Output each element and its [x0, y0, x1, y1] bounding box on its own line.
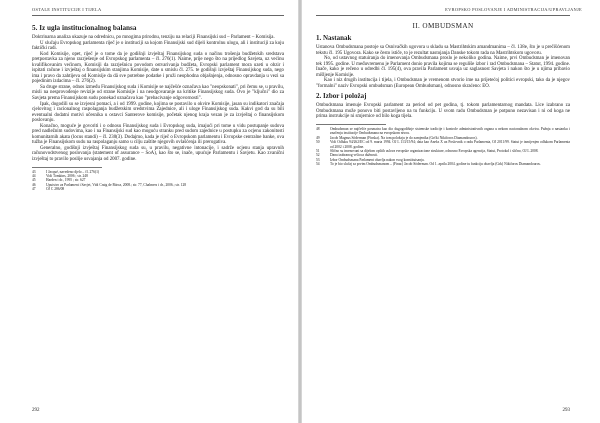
paragraph: Konačno, moguće je govoriti i o odnosu Finansijskog suda i Evropskog suda, imajući pri tome u vidu postupanje sudova pred nadležnim sudovima, kao i na Finansijski sud kao moguću stranku pred sudom zajednice u postupku za ocjenu zakonitosti komunitarnih akata (locus standi) – čl. 230(3). Dodajmo, kada je riječ o Evropskom parlamentu i Evropske centralne banke, ova tužba je Finansijskom sudu na raspolaganju samo u cilju zaštite njegovih ovlašćenja ili prerogativa. — [32, 123, 284, 146]
chapter-title: II. OMBUDSMAN — [412, 22, 474, 30]
left-content — [32, 22, 284, 192]
footnote: 52 Dana izabranog vršioca dužnosti. — [316, 153, 378, 158]
section-heading: 1. Nastanak — [316, 34, 352, 42]
footnote: 54 To je bio slučaj sa prvim Ombudsmanom – (Finac) Jacob Söderman. Od 1. aprila 2004. godine tu funkciju obavlja (Grk) Nikiforos Diamandouros. — [316, 162, 541, 167]
paragraph: Doktrinarna analiza ukazuje na odrednicu, po mnogima prirodnu, tenziju na relaciji Finansijski sud – Parlament – Komisija. — [32, 35, 275, 40]
footnote: 50 Vidi Odluku 94/262/EC od 9. marta 1994. OJ L 113/15/94; data kao Aneks X uz Poslovnik o radu Parlamenta, OJ 2011/99. Statut je izmijenjen odlukom Parlamenta od 2002 i 2008. godine. — [316, 140, 570, 149]
section-title: 5. Iz ugla institucionalnog balansa — [32, 24, 137, 32]
footnote: 51 Slično su imenovani sa dijelom opštih uslova evropske organizacione strukture, odnosno Evropska agencija, Statut, Protokol i slično, OJ L 2008. — [316, 149, 539, 154]
page-number: 292 — [32, 408, 40, 413]
page-number: 293 — [562, 408, 570, 413]
right-page — [302, 0, 600, 423]
footnote: 46 Uputstvo za Parlament i Savjet, Vidi Craig de Búrca, 2008.; str. 77, Chalmers i dr., 2006.; str. 128 — [32, 182, 187, 187]
header-rule-right — [316, 15, 570, 16]
paragraph: Sa druge strane, odnos između Finansijskog suda i Komisije se najčešće označava kao "neopskonati", pri čemu se, u pravilu, misli na nesprovođenje revizije od strane Komisije i na neodgovaranje na kritike Finansijskog suda. Ovo je "ključni" dio za Savjeta prema Finansijskom sudu ponekad označava kao "prebacivanje odgovornosti". — [32, 84, 284, 102]
running-head-left: OSTALE INSTITUCIJE I TIJELA — [32, 7, 102, 12]
footnote: 43 I Jacqué, navedeno djelo – čl. 276(1) — [32, 169, 100, 174]
footnote-rule — [316, 124, 386, 125]
paragraph: Ipak, dogodili su se izvjesni pomaci, a i od 1999. godine, kojima se postavilo u okvire Komisije, jasan su indikatori značaja cjelovitog i racionalnog raspolaganja budžetskim sredstvima Zajednice, ali i uloge Finansijskog suda. Kakvi god da su bili eventualni dodatni motivi učesnika u ostavci Santerove komisije, početak njenog kraja vezan je za izvještaj o finansijskom poslovanju. — [32, 101, 284, 124]
paragraph: Ombudsmana imenuje Evropski parlament za period od pet godina, tj. tokom parlamentarnog mandata. Lice izabrano za Ombudsmana može ponovo biti postavljeno na tu funkciju. U svom radu Ombudsman je potpuno nezavisan i ni od koga ne prima instrukcije ni smjernice od bilo koga tijela. — [316, 103, 570, 120]
right-content — [316, 22, 570, 167]
footnote: 48 Ombudsman se najčešće posmatra kao dio dugogodišnje sistemske tradicije i kontrole administrativnih organa u nekom nacionalnom okviru. Pažnja o nastanku i značenju institucije Ombudsmana na evropskom nivou. — [316, 127, 570, 136]
footnote: 47 OJ C 286/08 — [32, 187, 65, 192]
paragraph: No, od ustavnog statuiranja do imenovanja Ombudsmana proslo je nekoliko godina. Naime, prvi Ombudsman je imenovan tek 1995. godine. U međuvremenu je Parlament donio pravila kojima se reguliše izbor i rad Ombudsmana – Statut, 1994. godine. Inače, kako je rečeno u odredbi čl. 195(4), ova pravila Parlament usvaja uz saglasnost Savjeta i nakon što je u njima pribavio mišljenje Komisije. — [316, 56, 570, 78]
paragraph: Ustanova Ombudsmana postoje sa Osnivačkih ugovora u skladu sa Mastrihtskim amandmanima – čl. 138e, što je u prečišćenom tekstu čl. 195 Ugovora. Kako se često ističe, to je rezultat nastojanja Danske tokom rada na Mastrihtskom ugovoru. — [316, 45, 570, 56]
footnote: 53 Izbor Ombudsmana Parlament obavlja nakon svog konstituisanja. — [316, 157, 425, 162]
paragraph: Kod Komisije, opet, riječ je o tome da je godišnji izvještaj Finansijskog suda o načinu trošenja budžetskih sredstava pretpostavka za njeno razrješenje od Evropskog parlamenta – čl. 276(1). Naime, prije nego što na prijedlog Savjeta, uz većinu kvalifikovanim većinom, Komisiji da razrješnicu povodom ostvarivanja budžeta, Evropski parlament mora uzeti u obzir i ispitati račune i izvještaj o finansijskim stanjima Komisije, date u smislu čl. 275. te godišnji izvještaj Finansijskog suda, nego ima i pravo da zahtijeva od Komisije da dâ sve potrebne podatke i pruži neophodna objašnjenja, odnosno opravdanja u vezi sa pojedinim izdacima – čl. 276(2). — [32, 51, 284, 85]
header-rule-left — [32, 15, 284, 16]
paragraph: Kao i niz drugih institucija i tijela, i Ombudsman je vremenom stvorio ime na prijetećoj politici evropski, tako da je njegov "formalni" naziv Evropski ombudsman (European Ombudsman), odnosno skraćeno: EO. — [316, 78, 570, 89]
running-head-right: EVROPSKO POSLOVANJE I ADMINISTRACIJA/UPRAVLJANJE — [445, 7, 582, 12]
paragraph: U slučaju Evropskog parlamenta riječ je o instituciji sa kojom Finansijski sud dijeli kontrolnu ulogu, ali i instituciji za koju faktički radi. — [32, 40, 284, 52]
paragraph: Generalno, godišnji izvještaj Finansijskog suda su, u pravilu, negativne intonacije, i sadrže ocjenu stanja upravnih računovodstvenog poslovanja (statement of assurance – SoA), kao što se, inače, upućuje Parlamentu i Savjetu. Kao zvanični izvještaj to pravilo poslije usvajanja od 2007. godine. — [32, 145, 284, 163]
footnote: 44 Vidi Tomkins, 2006 ; str. 248 — [32, 173, 88, 178]
footnote: 49 Jacob Magnus Söderman (Finska). Na tom položaju je do zamjenika (Grčki Nikiforos Diamandouros). — [316, 135, 478, 140]
section-heading: 2. Izbor i položaj — [316, 92, 367, 101]
left-page — [0, 0, 298, 423]
footnote: 45 Harden i dr., 1995 ; str. 627 — [32, 178, 86, 183]
footnote-rule — [32, 167, 102, 168]
